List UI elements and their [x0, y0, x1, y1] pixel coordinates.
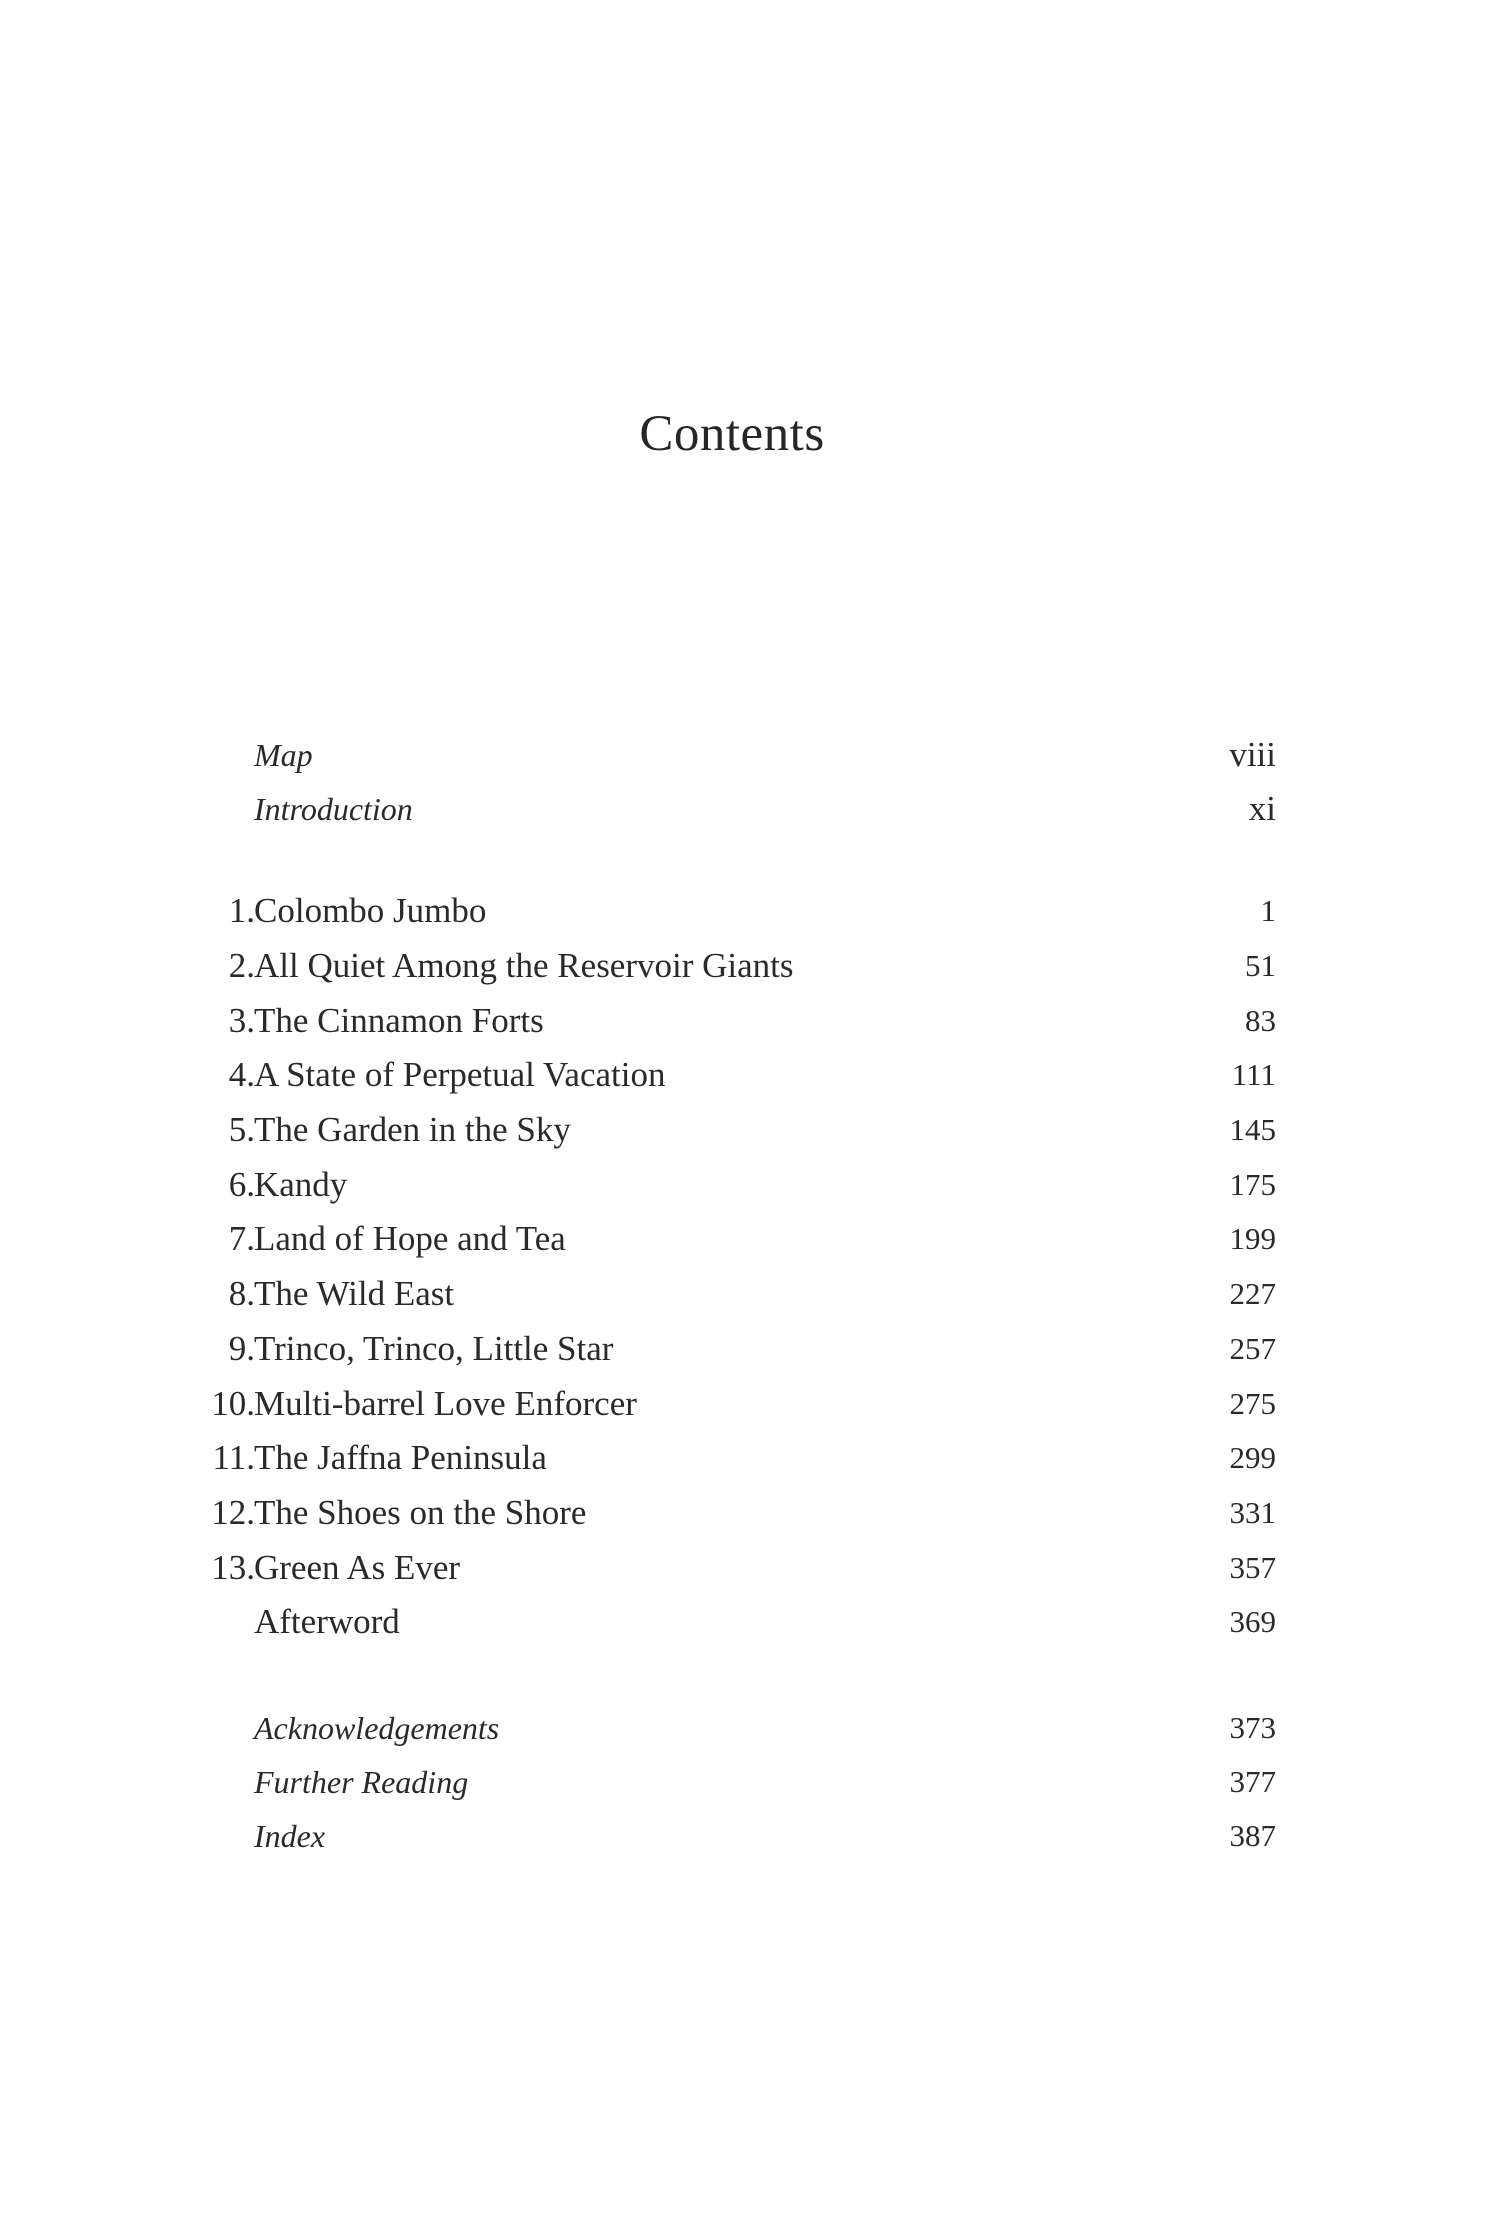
- toc-entry-chapter-2: [0, 941, 1500, 991]
- toc-entry-title: The Shoes on the Shore: [254, 1493, 587, 1532]
- chapter-number: 13.: [211, 1548, 255, 1587]
- toc-entry-page: 373: [1229, 1710, 1276, 1745]
- toc-entry-page: 331: [1229, 1495, 1276, 1530]
- toc-entry-index: [0, 1811, 1500, 1861]
- chapter-number: 1.: [228, 891, 255, 930]
- toc-entry-title: Acknowledgements: [254, 1710, 500, 1746]
- chapter-number: 11.: [212, 1438, 255, 1477]
- toc-entry-page: 299: [1229, 1440, 1276, 1475]
- toc-entry-page: 275: [1229, 1386, 1276, 1421]
- toc-entry-title: The Wild East: [254, 1274, 455, 1313]
- toc-entry-title: A State of Perpetual Vacation: [254, 1055, 666, 1094]
- toc-entry-page: 83: [1245, 1003, 1276, 1038]
- toc-entry-title: Further Reading: [254, 1764, 469, 1800]
- toc-entry-title: Kandy: [254, 1165, 348, 1204]
- toc-entry-chapter-6: [0, 1160, 1500, 1210]
- toc-entry-page: 145: [1229, 1112, 1276, 1147]
- toc-entry-page: 257: [1229, 1331, 1276, 1366]
- chapter-number: 10.: [211, 1384, 255, 1423]
- toc-entry-title: The Garden in the Sky: [254, 1110, 571, 1149]
- toc-entry-title: Afterword: [254, 1602, 400, 1641]
- toc-entry-chapter-8: [0, 1269, 1500, 1319]
- toc-entry-page: 175: [1229, 1167, 1276, 1202]
- toc-entry-chapter-9: [0, 1324, 1500, 1374]
- chapter-number: 8.: [228, 1274, 255, 1313]
- chapter-number: 9.: [228, 1329, 255, 1368]
- toc-entry-title: Green As Ever: [254, 1548, 461, 1587]
- toc-entry-title: Index: [254, 1818, 326, 1854]
- toc-entry-acknowledgements: [0, 1703, 1500, 1753]
- chapter-number: 3.: [228, 1001, 255, 1040]
- toc-entry-chapter-4: [0, 1050, 1500, 1100]
- chapter-number: 7.: [228, 1219, 255, 1258]
- toc-entry-further-reading: [0, 1757, 1500, 1807]
- toc-entry-chapter-12: [0, 1488, 1500, 1538]
- page-title: Contents: [639, 406, 825, 462]
- toc-entry-title: Land of Hope and Tea: [254, 1219, 566, 1258]
- toc-entry-title: Map: [254, 737, 313, 773]
- toc-entry-page: 111: [1231, 1057, 1276, 1092]
- toc-entry-page: 51: [1245, 948, 1276, 983]
- toc-entry-chapter-11: [0, 1433, 1500, 1483]
- toc-entry-title: Trinco, Trinco, Little Star: [254, 1329, 614, 1368]
- toc-entry-chapter-1: [0, 886, 1500, 936]
- toc-entry-chapter-3: [0, 996, 1500, 1046]
- toc-entry-page: viii: [1229, 735, 1276, 774]
- toc-entry-title: Multi-barrel Love Enforcer: [254, 1384, 637, 1423]
- toc-entry-page: 1: [1260, 893, 1276, 928]
- toc-entry-chapter-10: [0, 1379, 1500, 1429]
- toc-entry-title: The Jaffna Peninsula: [254, 1438, 547, 1477]
- toc-entry-page: 369: [1229, 1604, 1276, 1639]
- toc-entry-chapter-7: [0, 1214, 1500, 1264]
- chapter-number: 2.: [228, 946, 255, 985]
- toc-entry-page: 377: [1229, 1764, 1276, 1799]
- toc-entry-chapter-5: [0, 1105, 1500, 1155]
- toc-entry-title: The Cinnamon Forts: [254, 1001, 544, 1040]
- chapter-number: 5.: [228, 1110, 255, 1149]
- toc-entry-title: All Quiet Among the Reservoir Giants: [254, 946, 794, 985]
- toc-entry-title: Colombo Jumbo: [254, 891, 487, 930]
- toc-entry-page: xi: [1248, 789, 1276, 828]
- toc-entry-page: 199: [1229, 1221, 1276, 1256]
- toc-entry-page: 357: [1229, 1550, 1276, 1585]
- toc-entry-map: [0, 730, 1500, 780]
- chapter-number: 12.: [211, 1493, 255, 1532]
- toc-entry-chapter-13: [0, 1543, 1500, 1593]
- chapter-number: 6.: [228, 1165, 255, 1204]
- toc-entry-title: Introduction: [254, 791, 413, 827]
- toc-entry-page: 227: [1229, 1276, 1276, 1311]
- toc-entry-introduction: [0, 784, 1500, 834]
- toc-entry-page: 387: [1229, 1818, 1276, 1853]
- toc-entry-afterword: [0, 1597, 1500, 1647]
- chapter-number: 4.: [228, 1055, 255, 1094]
